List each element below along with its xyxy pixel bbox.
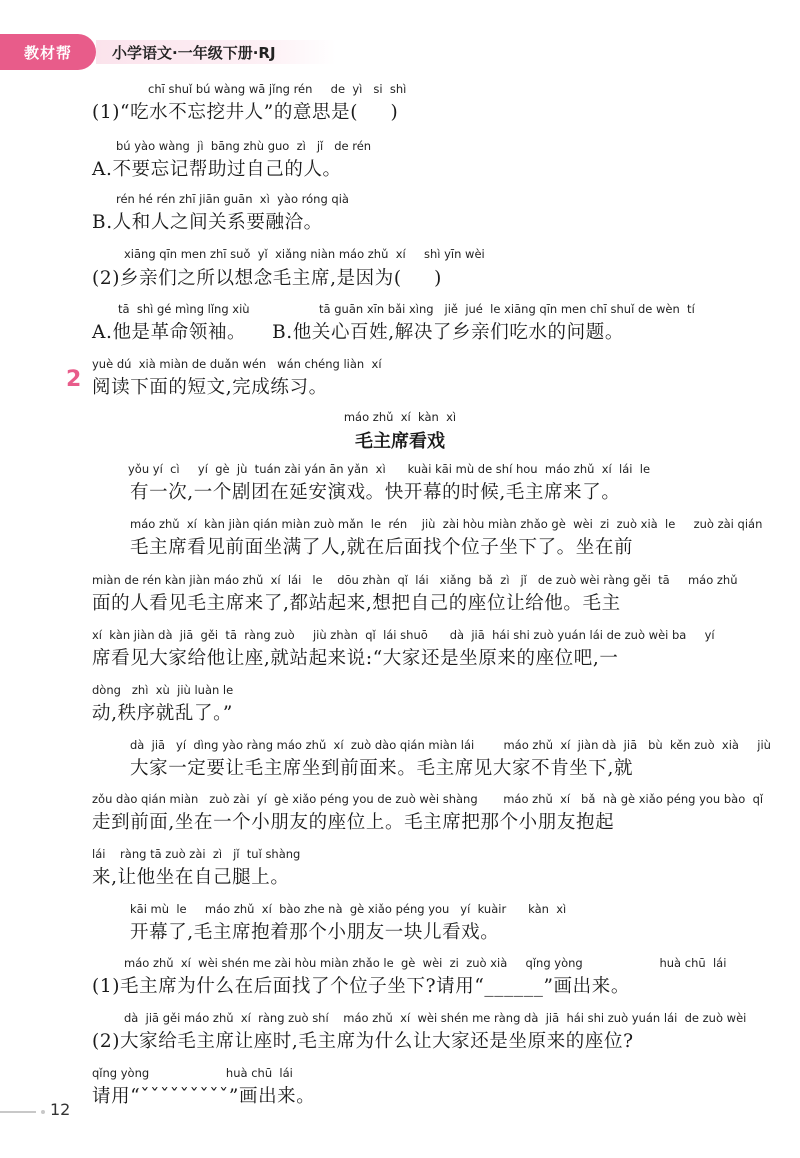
pinyin-line: tā shì gé mìng lǐng xiù tā guān xīn bǎi xìng jiě jué le xiāng qīn men chī shuǐ de wèn tí	[118, 302, 695, 316]
pinyin-line: máo zhǔ xí wèi shén me zài hòu miàn zhǎo le gè wèi zi zuò xià qǐng yòng huà chū lái	[124, 956, 727, 970]
footer-dot	[41, 1110, 45, 1114]
book-title: 小学语文·一年级下册·RJ	[112, 43, 276, 62]
question-2: (2)乡亲们之所以想念毛主席,是因为( )	[92, 268, 442, 289]
pinyin-line: xiāng qīn men zhī suǒ yǐ xiǎng niàn máo zhǔ xí shì yīn wèi	[124, 247, 485, 261]
brand-label: 教材帮	[23, 43, 72, 62]
title-pinyin: máo zhǔ xí kàn xì	[343, 410, 457, 424]
pinyin-line: dà jiā gěi máo zhǔ xí ràng zuò shí máo zhǔ xí wèi shén me ràng dà jiā hái shi zuò yuán lái de zuò wèi	[124, 1011, 747, 1025]
page-number: 12	[50, 1100, 71, 1119]
question-2-options: A.他是革命领袖。 B.他关心百姓,解决了乡亲们吃水的问题。	[92, 322, 624, 343]
pinyin-line: yuè dú xià miàn de duǎn wén wán chéng liàn xí	[92, 357, 382, 371]
pinyin-line: qǐng yòng huà chū lái	[92, 1066, 293, 1080]
story-title: 毛主席看戏	[355, 431, 445, 452]
story-pinyin-9: kāi mù le máo zhǔ xí bào zhe nà gè xiǎo péng you yí kuàir kàn xì	[130, 902, 567, 916]
header-band	[96, 40, 336, 64]
pinyin-line: rén hé rén zhī jiān guān xì yào róng qià	[116, 192, 349, 206]
story-line-2: 毛主席看见前面坐满了人,就在后面找个位子坐下了。坐在前	[130, 537, 634, 558]
story-pinyin-5: dòng zhì xù jiù luàn le	[92, 683, 234, 697]
story-line-5: 动,秩序就乱了。”	[92, 703, 233, 724]
story-line-6: 大家一定要让毛主席坐到前面来。毛主席见大家不肯坐下,就	[130, 758, 634, 779]
story-line-1: 有一次,一个剧团在延安演戏。快开幕的时候,毛主席来了。	[130, 482, 621, 503]
section-instruction: 阅读下面的短文,完成练习。	[92, 377, 328, 398]
brand-badge	[0, 34, 96, 70]
section-number: 2	[66, 367, 82, 392]
page-header	[0, 34, 330, 70]
story-line-3: 面的人看见毛主席来了,都站起来,想把自己的座位让给他。毛主	[92, 593, 621, 614]
story-line-8: 来,让他坐在自己腿上。	[92, 867, 290, 888]
story-pinyin-4: xí kàn jiàn dà jiā gěi tā ràng zuò jiù zhàn qǐ lái shuō dà jiā hái shi zuò yuán lái de zuò wèi ba yí	[92, 628, 715, 642]
footer-rule	[0, 1111, 36, 1113]
story-pinyin-1: yǒu yí cì yí gè jù tuán zài yán ān yǎn xì kuài kāi mù de shí hou máo zhǔ xí lái le	[128, 462, 651, 476]
pinyin-line: chī shuǐ bú wàng wā jǐng rén de yì si shì	[148, 82, 407, 96]
story-pinyin-6: dà jiā yí dìng yào ràng máo zhǔ xí zuò dào qián miàn lái máo zhǔ xí jiàn dà jiā bù kěn zuò xià jiù	[130, 738, 771, 752]
exercise-1: (1)毛主席为什么在后面找了个位子坐下?请用“______”画出来。	[92, 976, 630, 997]
question-1: (1)“吃水不忘挖井人”的意思是( )	[92, 102, 399, 123]
story-pinyin-8: lái ràng tā zuò zài zì jǐ tuǐ shàng	[92, 847, 301, 861]
pinyin-line: bú yào wàng jì bāng zhù guo zì jǐ de rén	[116, 139, 372, 153]
exercise-2: (2)大家给毛主席让座时,毛主席为什么让大家还是坐原来的座位?	[92, 1031, 634, 1052]
story-line-7: 走到前面,坐在一个小朋友的座位上。毛主席把那个小朋友抱起	[92, 812, 615, 833]
option-a: A.不要忘记帮助过自己的人。	[92, 159, 342, 180]
story-pinyin-3: miàn de rén kàn jiàn máo zhǔ xí lái le dōu zhàn qǐ lái xiǎng bǎ zì jǐ de zuò wèi ràng gěi tā máo zhǔ	[92, 573, 738, 587]
story-pinyin-7: zǒu dào qián miàn zuò zài yí gè xiǎo péng you de zuò wèi shàng máo zhǔ xí bǎ nà gè xiǎo péng you bào qǐ	[92, 792, 764, 806]
exercise-2-instruction: 请用“ˇˇˇˇˇˇˇˇˇ”画出来。	[92, 1086, 316, 1107]
story-pinyin-2: máo zhǔ xí kàn jiàn qián miàn zuò mǎn le rén jiù zài hòu miàn zhǎo gè wèi zi zuò xià le zuò zài qián	[130, 517, 763, 531]
page-footer	[0, 1092, 120, 1132]
story-line-4: 席看见大家给他让座,就站起来说:“大家还是坐原来的座位吧,一	[92, 648, 619, 669]
option-b: B.人和人之间关系要融洽。	[92, 212, 323, 233]
story-line-9: 开幕了,毛主席抱着那个小朋友一块儿看戏。	[130, 922, 500, 943]
